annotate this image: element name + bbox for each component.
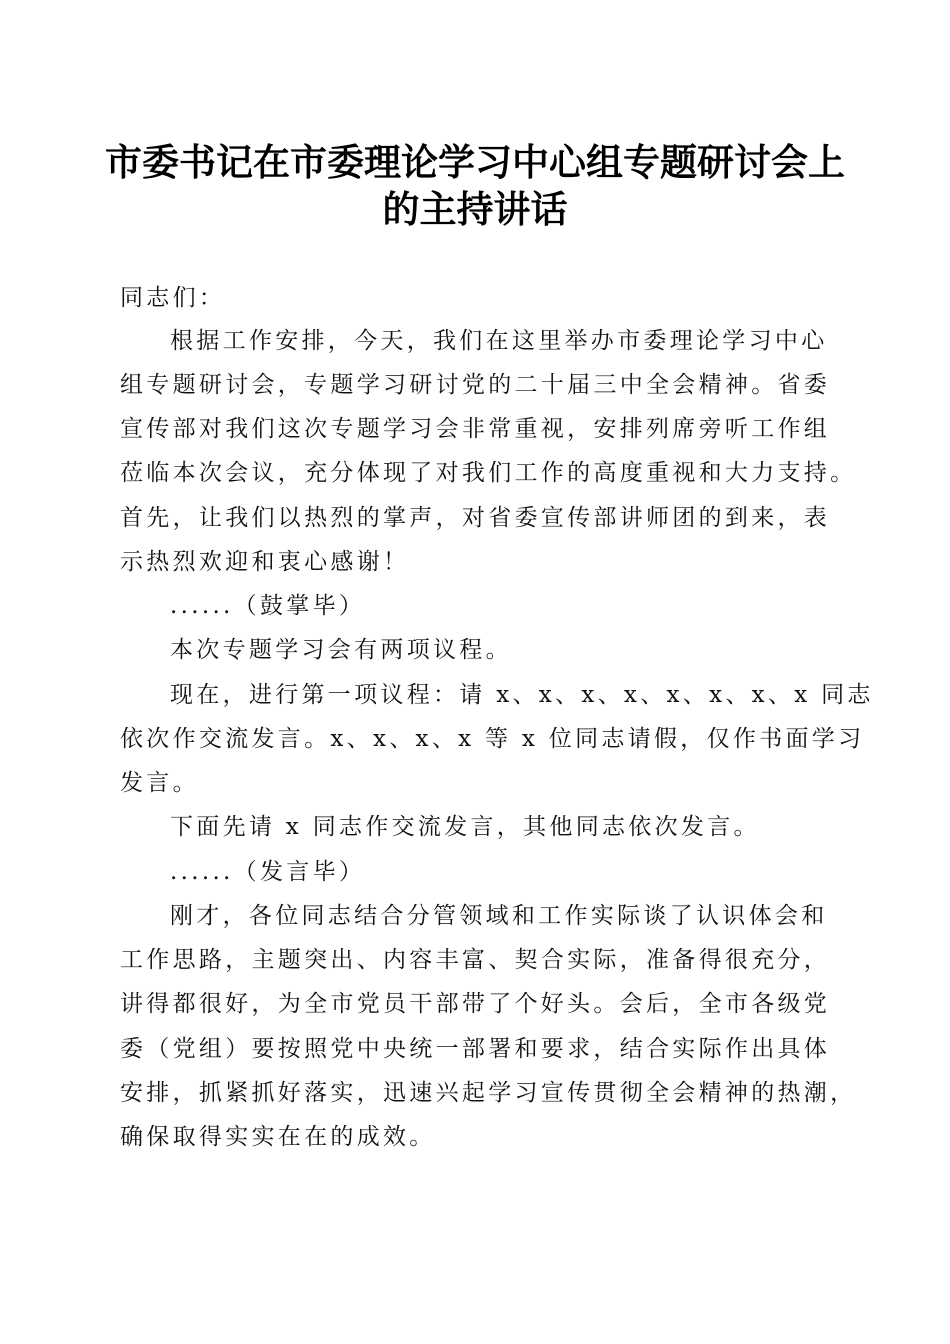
paragraph-line: 宣传部对我们这次专题学习会非常重视，安排列席旁听工作组 xyxy=(120,416,831,442)
paragraph-line: 刚才，各位同志结合分管领域和工作实际谈了认识体会和 xyxy=(170,903,828,929)
applause-note: ......（鼓掌毕） xyxy=(170,593,366,619)
paragraph-line: 工作思路，主题突出、内容丰富、契合实际，准备得很充分， xyxy=(120,947,831,973)
paragraph-line: 讲得都很好，为全市党员干部带了个好头。会后，全市各级党 xyxy=(120,991,831,1017)
paragraph-line: 首先，让我们以热烈的掌声，对省委宣传部讲师团的到来，表 xyxy=(120,505,831,531)
paragraph-line: 示热烈欢迎和衷心感谢！ xyxy=(120,549,410,575)
paragraph-line: 发言。 xyxy=(120,770,199,796)
document-title-line-2: 的主持讲话 xyxy=(382,187,568,231)
paragraph-line: 确保取得实实在在的成效。 xyxy=(120,1124,436,1150)
paragraph-line: 下面先请 x 同志作交流发言，其他同志依次发言。 xyxy=(170,814,760,840)
paragraph-line: 依次作交流发言。x、x、x、x 等 x 位同志请假，仅作书面学习 xyxy=(120,726,865,752)
paragraph-line: 根据工作安排，今天，我们在这里举办市委理论学习中心 xyxy=(170,328,828,354)
document-title-line-1: 市委书记在市委理论学习中心组专题研讨会上 xyxy=(105,140,845,184)
paragraph-line: 本次专题学习会有两项议程。 xyxy=(170,637,512,663)
speech-end-note: ......（发言毕） xyxy=(170,859,366,885)
paragraph-line: 委（党组）要按照党中央统一部署和要求，结合实际作出具体 xyxy=(120,1036,831,1062)
paragraph-line: 组专题研讨会，专题学习研讨党的二十届三中全会精神。省委 xyxy=(120,372,831,398)
paragraph-line: 现在，进行第一项议程：请 x、x、x、x、x、x、x、x 同志 xyxy=(170,682,874,708)
salutation: 同志们： xyxy=(120,285,226,311)
paragraph-line: 安排，抓紧抓好落实，迅速兴起学习宣传贯彻全会精神的热潮， xyxy=(120,1080,857,1106)
paragraph-line: 莅临本次会议，充分体现了对我们工作的高度重视和大力支持。 xyxy=(120,460,857,486)
